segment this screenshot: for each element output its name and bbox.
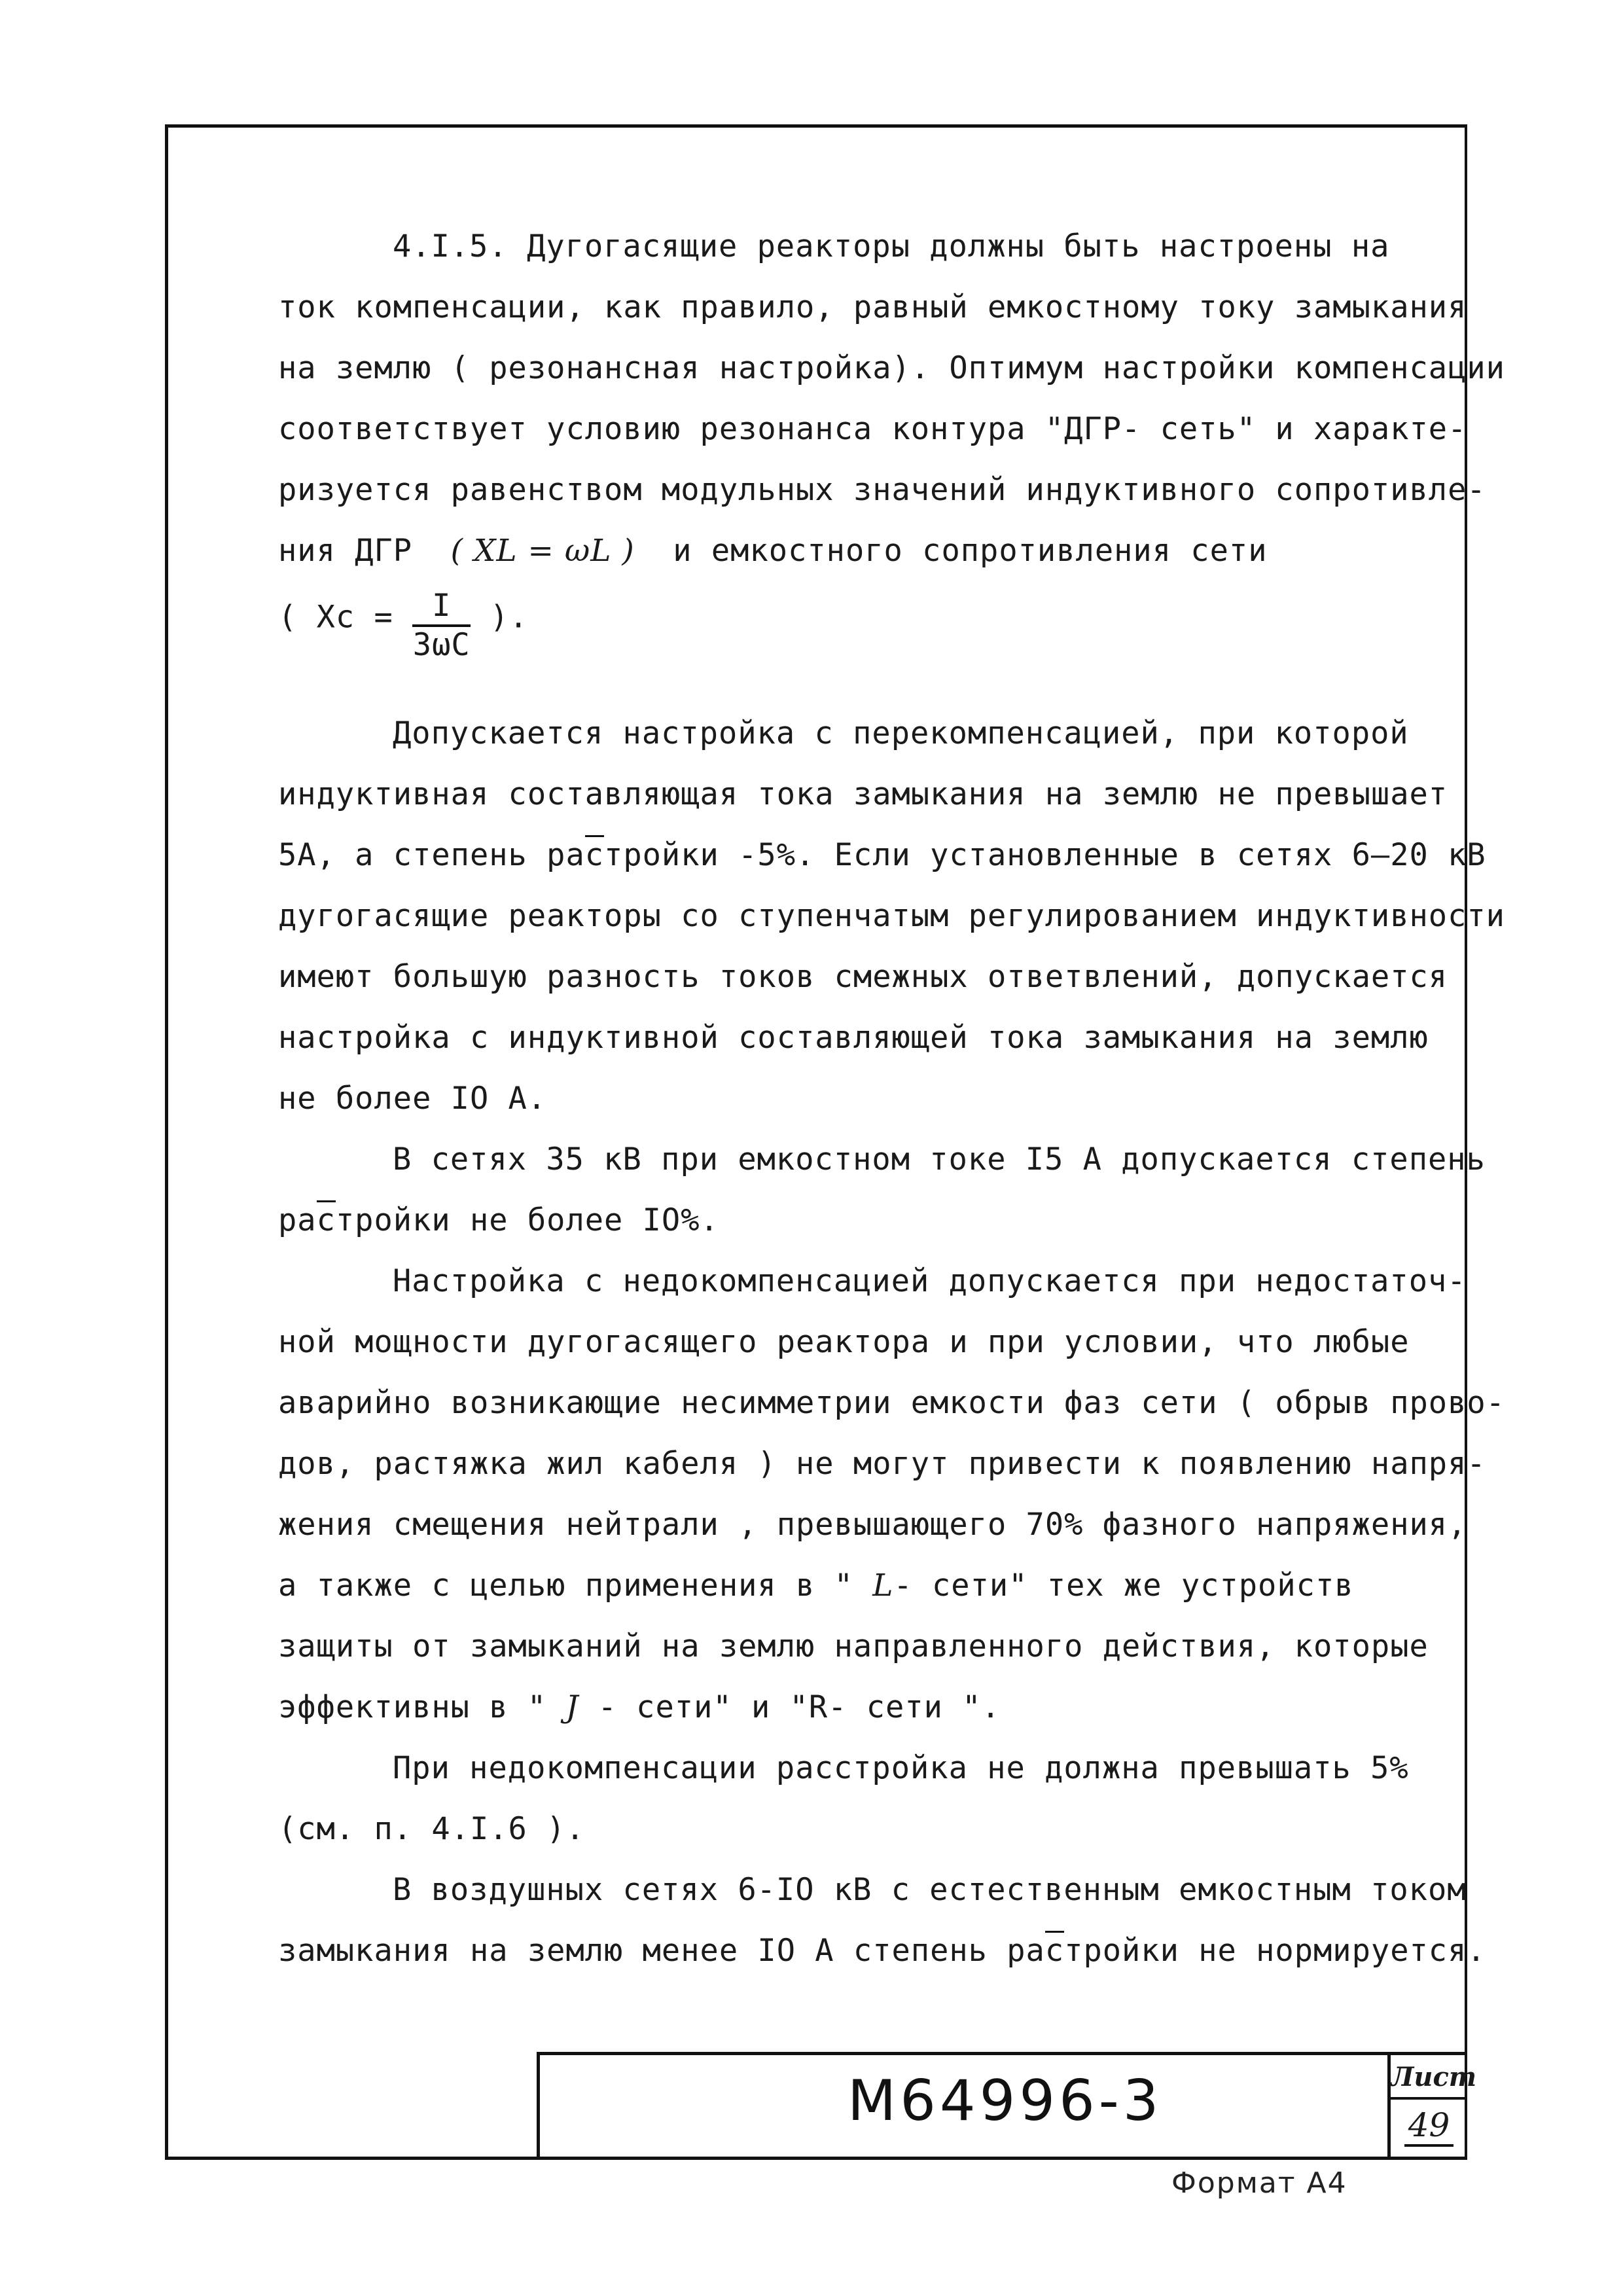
p3-line-2-after: тройки не более IO%. xyxy=(335,1202,719,1238)
format-label: Формат А4 xyxy=(1171,2166,1347,2200)
p2-line-3-after: тройки -5%. Если установленные в сетях 6–20 кВ xyxy=(604,837,1486,873)
p2-line-3-marked-letter: с xyxy=(585,835,604,873)
p4-line-1: Настройка с недокомпенсацией допускается при недостаточ- xyxy=(393,1263,1467,1299)
p4-line-6 xyxy=(278,1555,1466,1616)
p2-line-1: Допускается настройка с перекомпенсацией, при которой xyxy=(393,715,1409,751)
xc-suffix: ). xyxy=(490,599,529,636)
p1-formula-prefix: ния ДГР xyxy=(278,533,413,569)
title-block xyxy=(537,2052,1477,2160)
l-network-symbol: L xyxy=(872,1568,894,1604)
p3-line-2-before: ра xyxy=(278,1202,317,1238)
sheet-label: Лист xyxy=(1391,2055,1467,2100)
sheet-cell xyxy=(1387,2055,1477,2160)
p1-line-1: 4.I.5. Дугогасящие реакторы должны быть настроены на xyxy=(393,228,1390,264)
p6-line-2 xyxy=(278,1920,1486,1981)
xc-fraction xyxy=(412,588,471,664)
p6-line-2-marked-letter: с xyxy=(1045,1931,1064,1969)
p4-line-4: дов, растяжка жил кабеля ) не могут привести к появлению напря- xyxy=(278,1446,1486,1482)
p4-line-5: жения смещения нейтрали , превышающего 70% фазного напряжения, xyxy=(278,1507,1467,1543)
inductive-reactance-formula: ( XL = ωL ) xyxy=(450,533,635,569)
document-number: М64996-3 xyxy=(847,2068,1163,2134)
p2-line-7: не более IO А. xyxy=(278,1081,547,1117)
p2-line-5: имеют большую разность токов смежных ответвлений, допускается xyxy=(278,959,1448,995)
p3-line-1: В сетях 35 кВ при емкостном токе I5 А допускается степень xyxy=(393,1141,1486,1177)
p6-line-2-before: замыкания на землю менее IO А степень ра xyxy=(278,1933,1045,1969)
p2-line-3 xyxy=(278,825,1486,886)
p4-line-8 xyxy=(278,1677,1466,1738)
p6-line-2-after: тройки не нормируется. xyxy=(1064,1933,1486,1969)
p2-line-3-before: 5А, а степень ра xyxy=(278,837,585,873)
p4-line-2: ной мощности дугогасящего реактора и при условии, что любые xyxy=(278,1324,1410,1360)
xc-denominator: 3ωC xyxy=(412,627,471,663)
p6-line-1: В воздушных сетях 6-IO кВ с естественным емкостным током xyxy=(393,1872,1467,1908)
p1-line-6 xyxy=(278,520,1466,581)
p1-line-3: на землю ( резонансная настройка). Оптимум настройки компенсации xyxy=(278,350,1505,386)
xc-numerator: I xyxy=(412,588,471,627)
p2-line-4: дугогасящие реакторы со ступенчатым регулированием индуктивности xyxy=(278,898,1505,934)
p1-line-5: ризуется равенством модульных значений индуктивного сопротивле- xyxy=(278,472,1486,508)
p1-line-2: ток компенсации, как правило, равный емкостному току замыкания xyxy=(278,289,1467,325)
sheet-number-value: 49 xyxy=(1404,2106,1454,2147)
j-network-symbol: J xyxy=(565,1689,579,1725)
p1-formula-suffix: и емкостного сопротивления сети xyxy=(673,533,1268,569)
p3-line-2 xyxy=(278,1190,1466,1251)
p4-line-6-before: а также с целью применения в " xyxy=(278,1568,853,1604)
p4-line-8-after: - сети" и "R- сети ". xyxy=(597,1689,1001,1725)
p2-line-6: настройка с индуктивной составляющей тока замыкания на землю xyxy=(278,1020,1429,1056)
p5-line-1: При недокомпенсации расстройка не должна превышать 5% xyxy=(393,1750,1409,1786)
p3-line-2-marked-letter: с xyxy=(317,1200,336,1238)
document-body xyxy=(278,216,1505,1981)
p4-line-3: аварийно возникающие несимметрии емкости фаз сети ( обрыв прово- xyxy=(278,1385,1505,1421)
p4-line-7: защиты от замыканий на землю направленного действия, которые xyxy=(278,1628,1429,1664)
p2-line-2: индуктивная составляющая тока замыкания на землю не превышает xyxy=(278,776,1448,812)
p4-line-6-after: - сети" тех же устройств xyxy=(893,1568,1354,1604)
p1-line-4: соответствует условию резонанса контура "ДГР- сеть" и характе- xyxy=(278,411,1467,447)
p5-line-2: (см. п. 4.I.6 ). xyxy=(278,1811,585,1847)
sheet-number xyxy=(1391,2102,1467,2148)
p4-line-8-before: эффективны в " xyxy=(278,1689,547,1725)
xc-prefix: ( Xc = xyxy=(278,599,393,636)
